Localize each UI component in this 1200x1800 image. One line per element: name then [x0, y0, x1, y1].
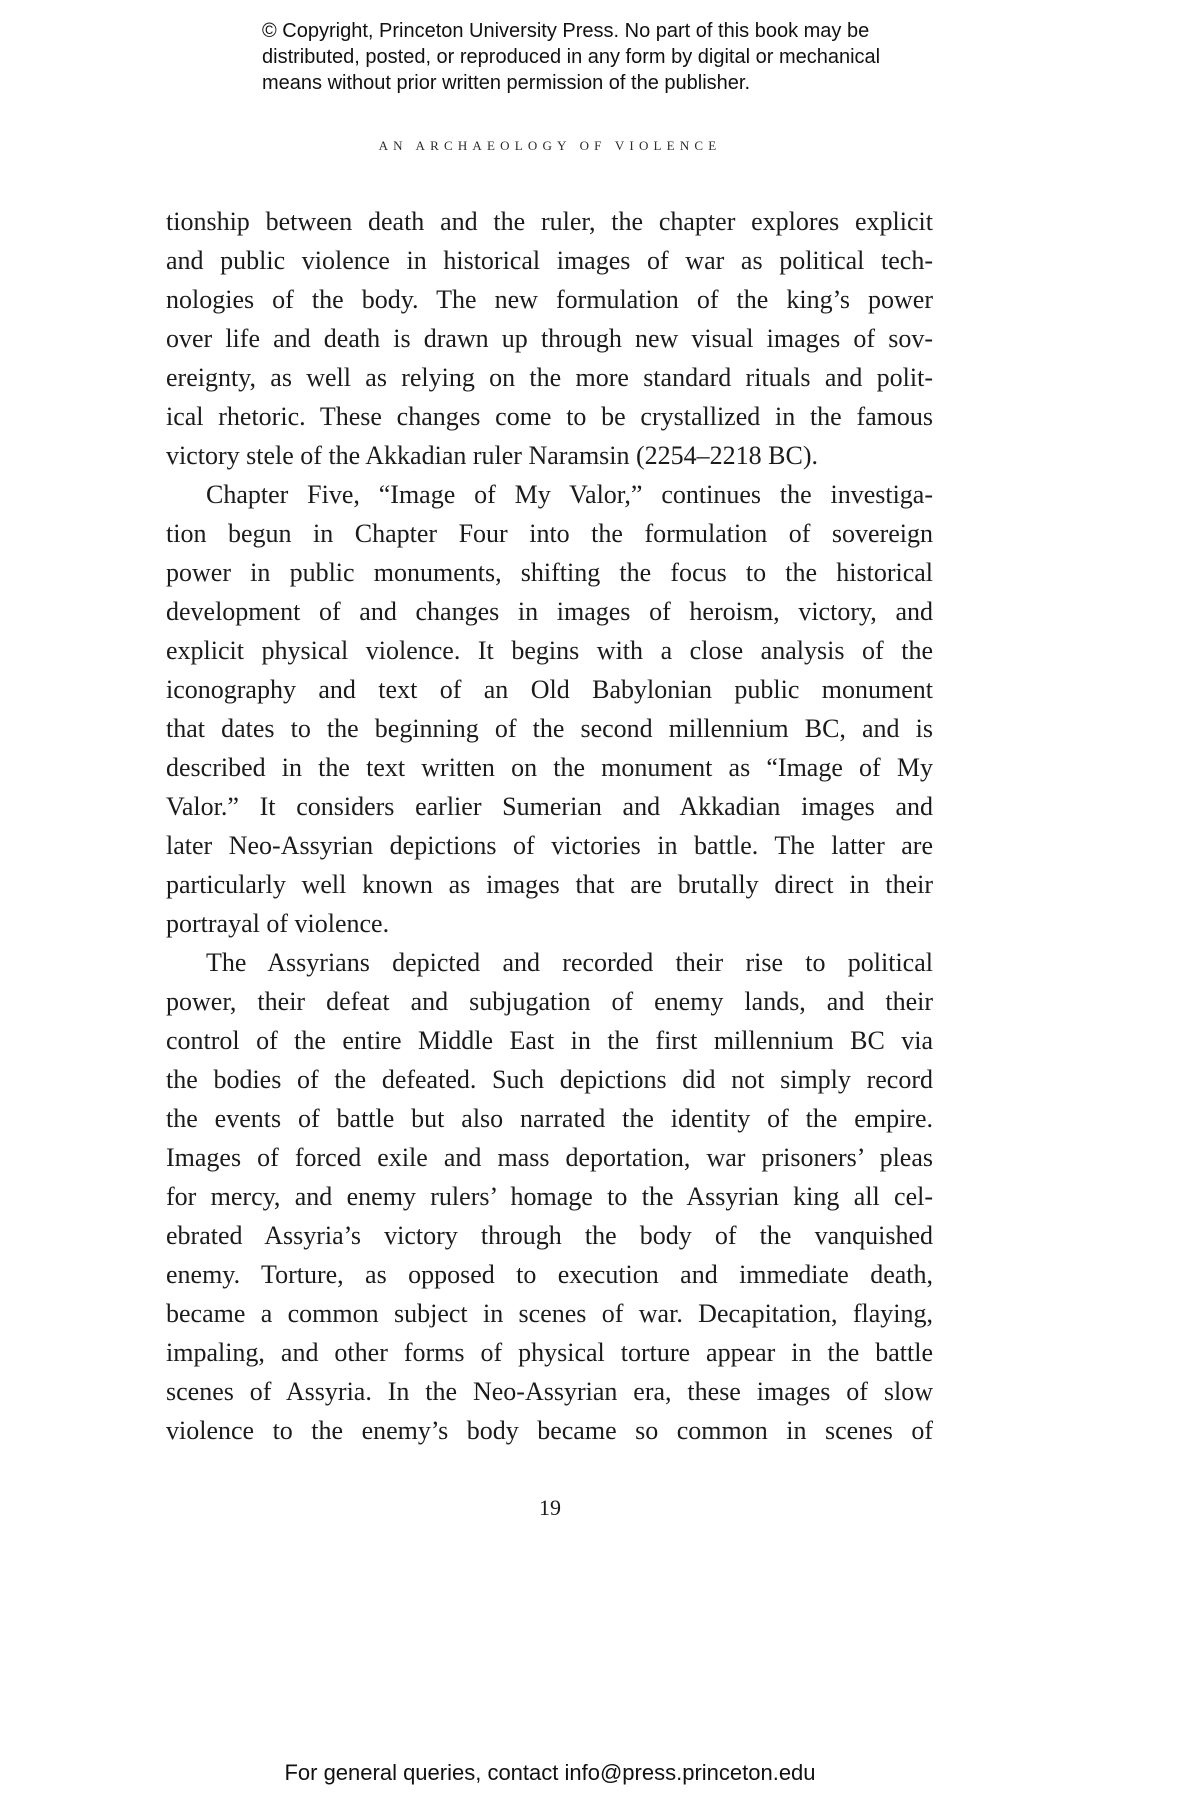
text-line: became a common subject in scenes of war. Decapitation, flaying, — [166, 1299, 933, 1328]
text-line: iconography and text of an Old Babylonian public monument — [166, 675, 933, 704]
text-line: violence to the enemy’s body became so common in scenes of — [166, 1416, 933, 1445]
text-line: impaling, and other forms of physical torture appear in the battle — [166, 1338, 933, 1367]
text-line: ebrated Assyria’s victory through the body of the vanquished — [166, 1221, 933, 1250]
text-line: enemy. Torture, as opposed to execution and immediate death, — [166, 1260, 933, 1289]
text-line: power, their defeat and subjugation of enemy lands, and their — [166, 987, 933, 1016]
text-line: The Assyrians depicted and recorded their rise to political — [206, 948, 933, 977]
text-line: development of and changes in images of heroism, victory, and — [166, 597, 933, 626]
text-line: tionship between death and the ruler, the chapter explores explicit — [166, 207, 933, 236]
body-text — [166, 202, 933, 1450]
running-head: AN ARCHAEOLOGY OF VIOLENCE — [378, 138, 722, 153]
copyright-notice — [262, 18, 1022, 96]
text-line: power in public monuments, shifting the focus to the historical — [166, 558, 933, 587]
text-line: scenes of Assyria. In the Neo-Assyrian era, these images of slow — [166, 1377, 933, 1406]
text-line: ereignty, as well as relying on the more standard rituals and polit- — [166, 363, 933, 392]
text-line: particularly well known as images that are brutally direct in their — [166, 870, 933, 899]
text-line: later Neo-Assyrian depictions of victories in battle. The latter are — [166, 831, 933, 860]
text-line: portrayal of violence. — [166, 909, 390, 938]
text-line: Chapter Five, “Image of My Valor,” continues the investiga- — [206, 480, 933, 509]
text-line: victory stele of the Akkadian ruler Naramsin (2254–2218 BC). — [166, 441, 819, 470]
text-line: described in the text written on the monument as “Image of My — [166, 753, 933, 782]
text-line: Images of forced exile and mass deportation, war prisoners’ pleas — [166, 1143, 933, 1172]
text-line: tion begun in Chapter Four into the formulation of sovereign — [166, 519, 933, 548]
text-line: that dates to the beginning of the second millennium BC, and is — [166, 714, 933, 743]
text-line: nologies of the body. The new formulation of the king’s power — [166, 285, 933, 314]
copyright-line: means without prior written permission of the publisher. — [262, 72, 751, 94]
text-line: control of the entire Middle East in the first millennium BC via — [166, 1026, 933, 1055]
copyright-line: © Copyright, Princeton University Press. No part of this book may be — [262, 20, 870, 42]
copyright-line: distributed, posted, or reproduced in any form by digital or mechanical — [262, 46, 881, 68]
page-number: 19 — [539, 1495, 561, 1520]
text-line: ical rhetoric. These changes come to be crystallized in the famous — [166, 402, 933, 431]
footer-contact: For general queries, contact info@press.princeton.edu — [284, 1760, 816, 1785]
text-line: Valor.” It considers earlier Sumerian and Akkadian images and — [166, 792, 933, 821]
text-line: for mercy, and enemy rulers’ homage to the Assyrian king all cel- — [166, 1182, 933, 1211]
text-line: and public violence in historical images of war as political tech- — [166, 246, 933, 275]
text-line: the bodies of the defeated. Such depictions did not simply record — [166, 1065, 933, 1094]
text-line: the events of battle but also narrated the identity of the empire. — [166, 1104, 933, 1133]
text-line: explicit physical violence. It begins with a close analysis of the — [166, 636, 933, 665]
text-line: over life and death is drawn up through new visual images of sov- — [166, 324, 933, 353]
